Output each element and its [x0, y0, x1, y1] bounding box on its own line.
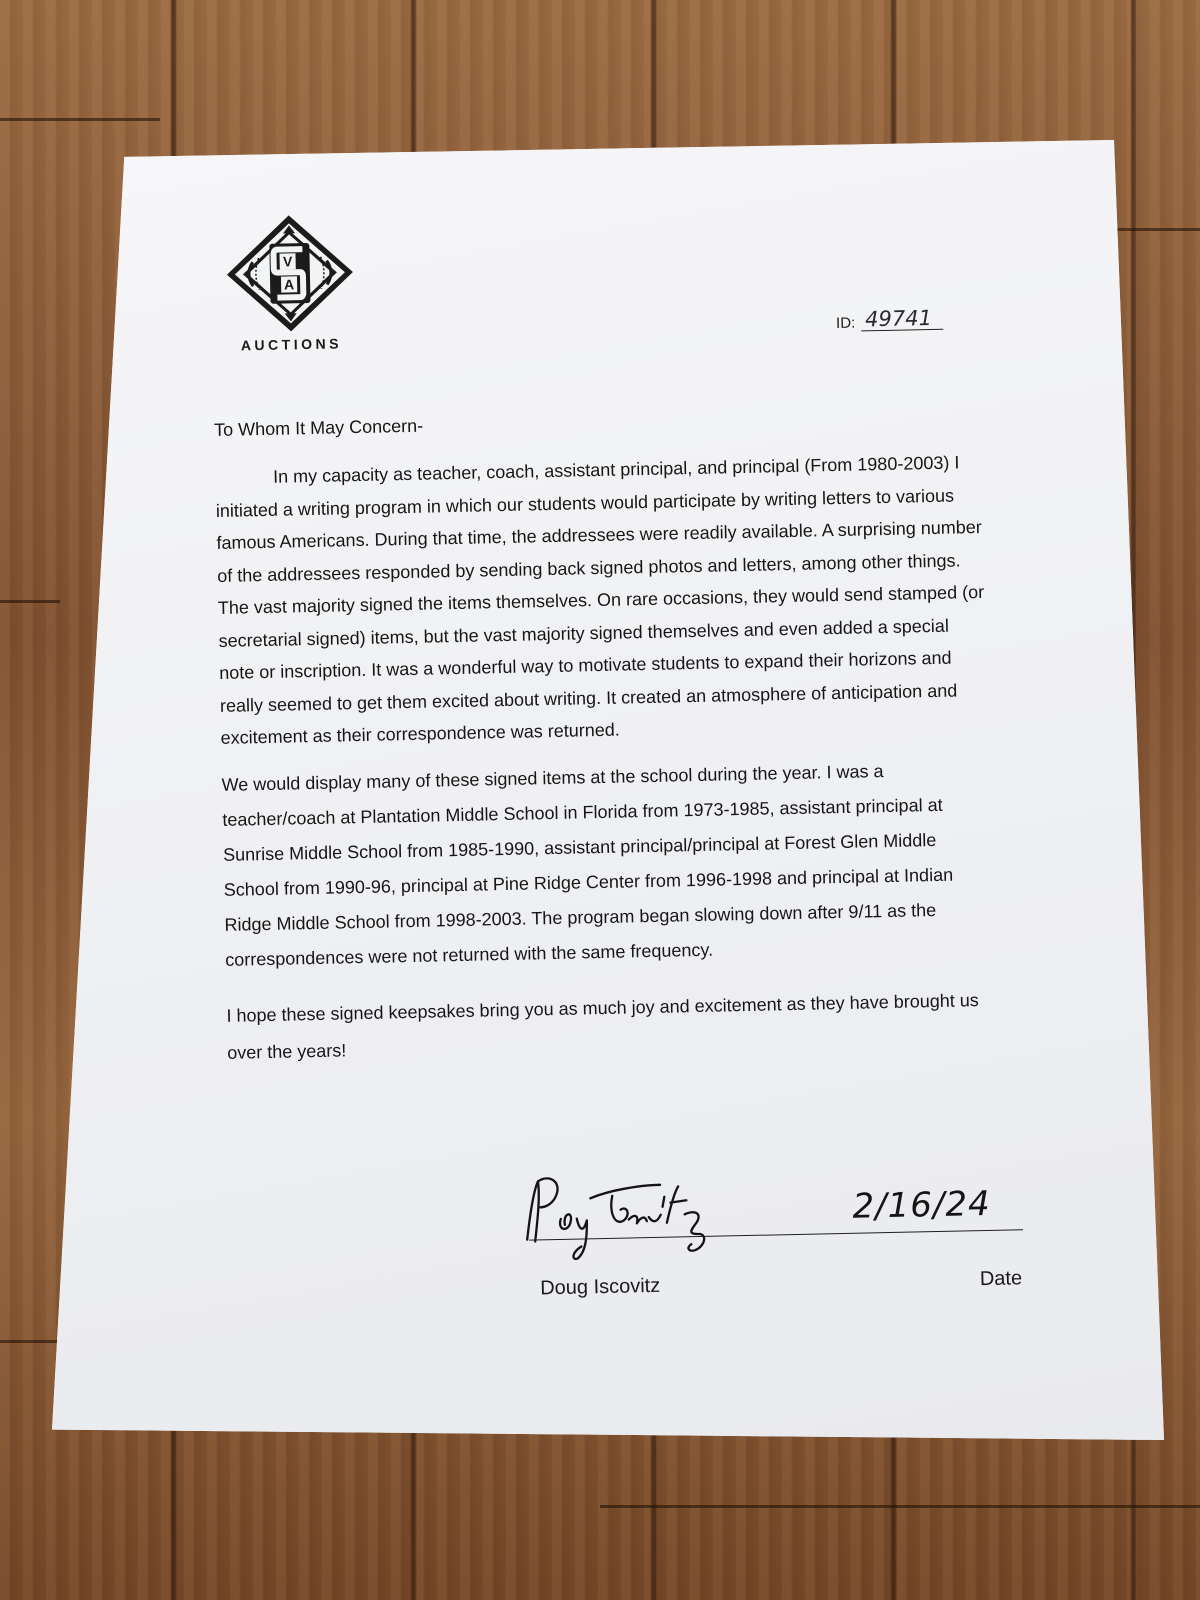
paragraph-3: I hope these signed keepsakes bring you as much joy and excitement as they have brought us over the years! [226, 989, 979, 1063]
logo-letter-a: A [283, 276, 295, 293]
salutation: To Whom It May Concern- [213, 415, 424, 440]
date-label: Date [979, 1267, 1023, 1291]
id-field [836, 307, 944, 332]
logo-caption: AUCTIONS [240, 335, 343, 354]
signer-name: Doug Iscovitz [539, 1274, 661, 1300]
handwritten-signature [520, 1165, 752, 1280]
logo-letter-v: V [282, 253, 293, 270]
letter-body [214, 402, 998, 1084]
id-value: 49741 [861, 307, 943, 332]
diamond-s-logo-icon [222, 212, 358, 335]
paragraph-2: We would display many of these signed items at the school during the year. I was a teacher/coach at Plantation Middle School in Florida from 1973-1985, assistant principal at Sunrise Middle School from 1985-1990, assistant principal/principal at Forest Glen Middle School from 1990-96, principal at Pine Ridge Center from 1996-1998 and principal at Indian Ridge Middle School from 1998-2003. The program began slowing down after 9/11 as the correspondences were not returned with the same frequency. [221, 760, 954, 970]
signature-block [528, 1161, 1027, 1321]
handwritten-date: 2/16/24 [852, 1183, 992, 1227]
id-label: ID: [835, 314, 856, 332]
paragraph-1: In my capacity as teacher, coach, assistant principal, and principal (From 1980-2003) I initiated a writing program in which our students would participate by writing letters to various famous Americans. During that time, the addressees were readily available. A surprising number of the addressees responded by sending back signed photos and letters, among other things. The vast majority signed the items themselves. On rare occasions, they would send stamped (or secretarial signed) items, but the vast majority signed themselves and even added a special note or inscription. It was a wonderful way to motivate students to expand their horizons and really seemed to get them excited about writing. It created an atmosphere of anticipation and excitement as their correspondence was returned. [215, 452, 985, 748]
